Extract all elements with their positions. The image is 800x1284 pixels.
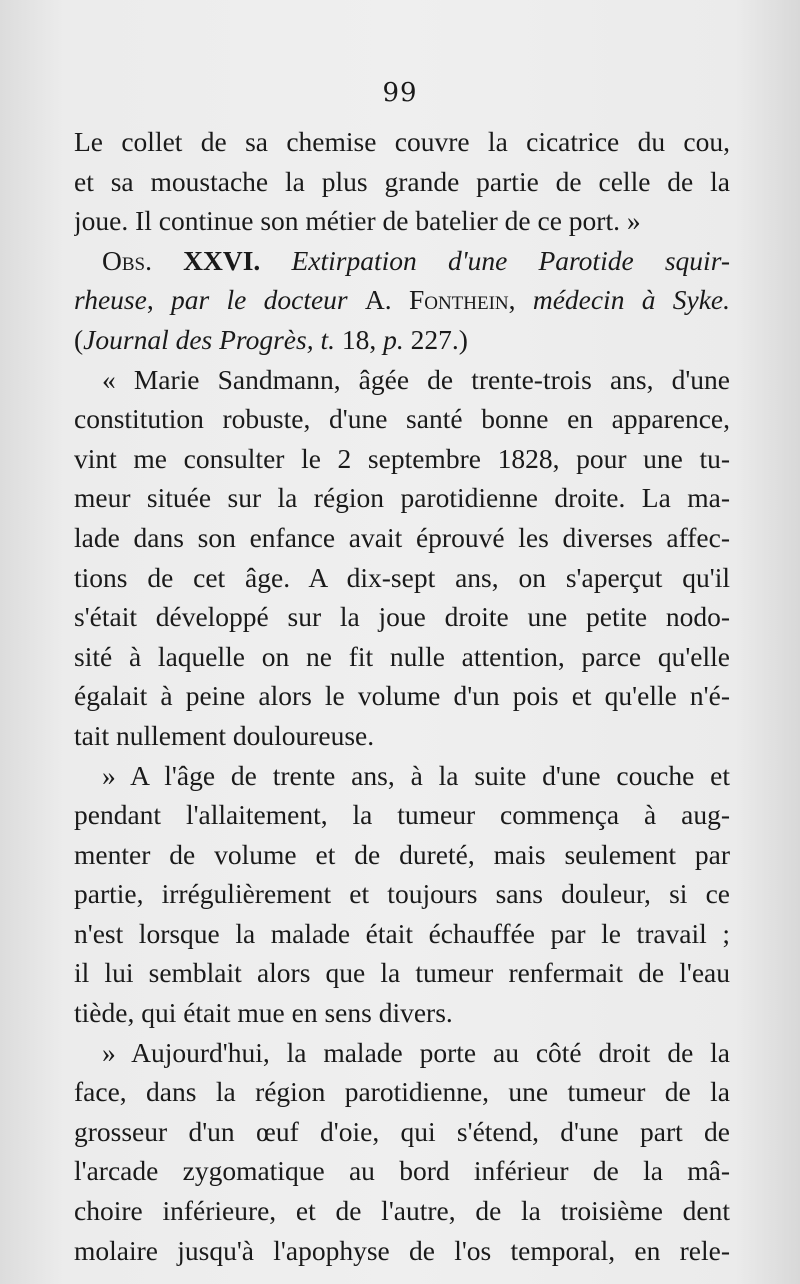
text-run: face, dans la région parotidienne, une tumeur de la xyxy=(74,1076,730,1108)
text-run: pendant l'allaitement, la tumeur commença à aug- xyxy=(74,799,730,831)
text-line xyxy=(74,1033,730,1073)
text-line xyxy=(74,914,730,954)
text-line xyxy=(74,360,730,400)
text-line xyxy=(74,1112,730,1152)
text-line xyxy=(74,439,730,479)
text-run: égalait à peine alors le volume d'un pois et qu'elle n'é- xyxy=(74,680,730,712)
text-run: 18, xyxy=(341,323,384,355)
text-run: s'était développé sur la joue droite une petite nodo- xyxy=(74,601,730,633)
text-run: Obs. xyxy=(102,244,184,276)
text-run: sité à laquelle on ne fit nulle attention, parce qu'elle xyxy=(74,640,730,672)
text-line xyxy=(74,676,730,716)
text-run: l'arcade zygomatique au bord inférieur de la mâ- xyxy=(74,1155,730,1187)
text-run: vint me consulter le 2 septembre 1828, pour une tu- xyxy=(74,442,730,474)
text-run: XXVI. xyxy=(183,244,292,276)
body-text xyxy=(74,122,730,1270)
text-run: tait nullement douloureuse. xyxy=(74,719,375,751)
text-line xyxy=(74,1231,730,1271)
text-line xyxy=(74,874,730,914)
text-run: « Marie Sandmann, âgée de trente-trois ans, d'une xyxy=(102,363,730,395)
text-line xyxy=(74,201,730,241)
text-run: rheuse xyxy=(74,284,147,316)
text-run: A. xyxy=(364,284,409,316)
text-run: lade dans son enfance avait éprouvé les diverses affec- xyxy=(74,521,730,553)
text-run: meur située sur la région parotidienne droite. La ma- xyxy=(74,482,730,514)
text-run: Fonthein xyxy=(408,284,509,316)
text-line xyxy=(74,478,730,518)
text-run: grosseur d'un œuf d'oie, qui s'étend, d'une part de xyxy=(74,1115,730,1147)
text-run: Journal des Progrès, t. xyxy=(83,323,342,355)
text-run: ( xyxy=(74,323,84,355)
text-run: par le docteur xyxy=(171,284,365,316)
text-line xyxy=(74,399,730,439)
text-run: choire inférieure, et de l'autre, de la troisième dent xyxy=(74,1195,730,1227)
text-line xyxy=(74,122,730,162)
text-line xyxy=(74,241,730,281)
text-run: 227.) xyxy=(410,323,468,355)
text-line xyxy=(74,320,730,360)
text-run: tiède, qui était mue en sens divers. xyxy=(74,997,453,1029)
text-run: tions de cet âge. A dix-sept ans, on s'aperçut qu'il xyxy=(74,561,730,593)
text-run: et sa moustache la plus grande partie de celle de la xyxy=(74,165,730,197)
text-line xyxy=(74,637,730,677)
text-run: partie, irrégulièrement et toujours sans douleur, si ce xyxy=(74,878,730,910)
text-run: » Aujourd'hui, la malade porte au côté droit de la xyxy=(102,1036,730,1068)
text-line xyxy=(74,162,730,202)
text-run: médecin à Syke. xyxy=(532,284,730,316)
text-run: Le collet de sa chemise couvre la cicatrice du cou, xyxy=(74,126,730,157)
text-line xyxy=(74,597,730,637)
text-line xyxy=(74,280,730,320)
text-run: menter de volume et de dureté, mais seulement par xyxy=(74,838,730,870)
text-line xyxy=(74,1151,730,1191)
text-line xyxy=(74,795,730,835)
text-run: constitution robuste, d'une santé bonne en apparence, xyxy=(74,403,730,435)
text-line xyxy=(74,993,730,1033)
page-number: 99 xyxy=(382,78,418,108)
text-line xyxy=(74,1191,730,1231)
text-line xyxy=(74,835,730,875)
text-line xyxy=(74,518,730,558)
text-run: n'est lorsque la malade était échauffée par le travail ; xyxy=(74,917,730,949)
text-run: il lui semblait alors que la tumeur renfermait de l'eau xyxy=(74,957,730,989)
text-run: , xyxy=(146,284,171,316)
text-run: p. xyxy=(383,323,411,355)
text-line xyxy=(74,1072,730,1112)
text-line xyxy=(74,756,730,796)
text-run: Extirpation d'une Parotide squir- xyxy=(291,244,730,276)
text-run: » A l'âge de trente ans, à la suite d'une couche et xyxy=(102,759,730,791)
text-line xyxy=(74,716,730,756)
text-line xyxy=(74,953,730,993)
text-run: joue. Il continue son métier de batelier de ce port. » xyxy=(74,205,641,237)
text-run: , xyxy=(508,284,533,316)
text-run: molaire jusqu'à l'apophyse de l'os temporal, en rele- xyxy=(74,1234,730,1266)
text-line xyxy=(74,558,730,598)
